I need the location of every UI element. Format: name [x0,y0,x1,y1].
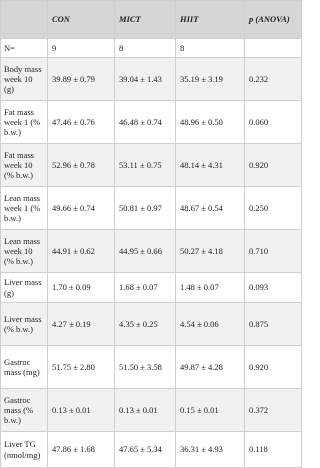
cell-mict: 51.50 ± 3.58 [115,346,176,389]
cell-mict: 46.48 ± 0.74 [115,101,176,144]
cell-mict: 44.95 ± 0.66 [115,230,176,273]
cell-p: 0.920 [245,144,302,187]
cell-p: 0.920 [245,346,302,389]
header-cell-hiit: HIIT [176,1,245,39]
table-row [1,230,302,273]
cell-con: 39.89 ± 0.79 [48,58,115,101]
cell-mict: 1.68 ± 0.07 [115,273,176,303]
cell-hiit: 4.54 ± 0.06 [176,303,245,346]
cell-hiit: 48.67 ± 0.54 [176,187,245,230]
row-label: Liver mass (g) [1,273,48,303]
row-label: Gastroc mass (% b.w.) [1,389,48,432]
row-label: Gastroc mass (mg) [1,346,48,389]
header-cell-con: CON [48,1,115,39]
cell-p: 0.710 [245,230,302,273]
table-row [1,39,302,58]
cell-hiit: 36.31 ± 4.93 [176,432,245,468]
cell-hiit: 0.15 ± 0.01 [176,389,245,432]
header-row [1,1,302,39]
cell-p [245,39,302,58]
cell-con: 47.46 ± 0.76 [48,101,115,144]
table-row [1,303,302,346]
table-body [1,39,302,468]
cell-con: 1.70 ± 0.09 [48,273,115,303]
cell-p: 0.372 [245,389,302,432]
row-label: Lean mass week 10 (% b.w.) [1,230,48,273]
table-row [1,273,302,303]
header-cell-blank [1,1,48,39]
table-row [1,58,302,101]
cell-p: 0.093 [245,273,302,303]
cell-con: 51.75 ± 2.80 [48,346,115,389]
cell-con: 44.91 ± 0.62 [48,230,115,273]
cell-p: 0.060 [245,101,302,144]
row-label: Fat mass week 10 (% b.w.) [1,144,48,187]
row-label: Body mass week 10 (g) [1,58,48,101]
cell-con: 4.27 ± 0.19 [48,303,115,346]
table-row [1,144,302,187]
table-row [1,187,302,230]
row-label: Fat mass week 1 (% b.w.) [1,101,48,144]
row-label: Lean mass week 1 (% b.w.) [1,187,48,230]
table-row [1,432,302,468]
cell-p: 0.232 [245,58,302,101]
table-row [1,389,302,432]
cell-p: 0.118 [245,432,302,468]
header-cell-p-anova: p (ANOVA) [245,1,302,39]
cell-hiit: 48.14 ± 4.31 [176,144,245,187]
table-header [1,1,302,39]
row-label: Liver mass (% b.w.) [1,303,48,346]
cell-hiit: 8 [176,39,245,58]
cell-hiit: 48.96 ± 0.50 [176,101,245,144]
cell-mict: 53.11 ± 0.75 [115,144,176,187]
cell-con: 49.66 ± 0.74 [48,187,115,230]
cell-p: 0.250 [245,187,302,230]
cell-mict: 4.35 ± 0.25 [115,303,176,346]
cell-con: 52.96 ± 0.78 [48,144,115,187]
cell-con: 0.13 ± 0.01 [48,389,115,432]
cell-mict: 39.04 ± 1.43 [115,58,176,101]
cell-mict: 0.13 ± 0.01 [115,389,176,432]
cell-p: 0.875 [245,303,302,346]
table-row [1,101,302,144]
cell-hiit: 49.87 ± 4.28 [176,346,245,389]
cell-mict: 8 [115,39,176,58]
cell-con: 47.86 ± 1.68 [48,432,115,468]
cell-hiit: 35.19 ± 3.19 [176,58,245,101]
cell-hiit: 50.27 ± 4.18 [176,230,245,273]
cell-mict: 47.65 ± 5.34 [115,432,176,468]
header-cell-mict: MICT [115,1,176,39]
row-label: N= [1,39,48,58]
cell-con: 9 [48,39,115,58]
row-label: Liver TG (nmol/mg) [1,432,48,468]
table-row [1,346,302,389]
cell-mict: 50.81 ± 0.97 [115,187,176,230]
cell-hiit: 1.48 ± 0.07 [176,273,245,303]
